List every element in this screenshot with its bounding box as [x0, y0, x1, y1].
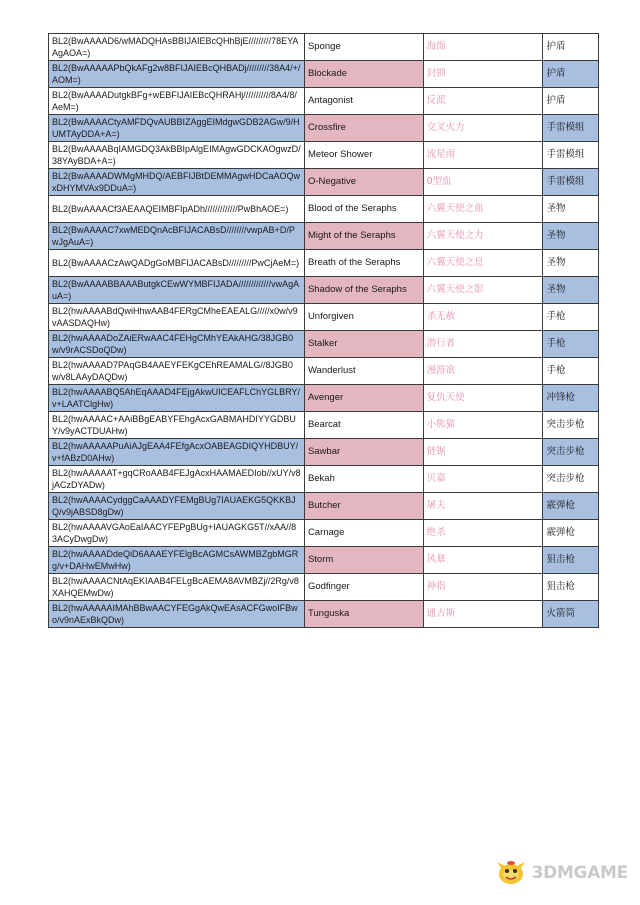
code-cell[interactable]: BL2(BwAAAACzAwQADgGoMBFIJACABsD/////////PwCjAeM=)	[49, 250, 305, 277]
table-row	[49, 250, 599, 277]
english-name-cell: Bekah	[304, 466, 423, 493]
code-cell[interactable]: BL2(hwAAAAD7PAqGB4AAEYFEKgCEhREAMALG//8JGB0w/v8LAAyDAQDw)	[49, 358, 305, 385]
item-type-cell: 霰弹枪	[543, 493, 599, 520]
table-row	[49, 34, 599, 61]
item-type-cell: 突击步枪	[543, 466, 599, 493]
item-type-cell: 圣物	[543, 196, 599, 223]
table-row	[49, 466, 599, 493]
table-row	[49, 142, 599, 169]
item-type-cell: 手雷模组	[543, 142, 599, 169]
code-cell[interactable]: BL2(BwAAAABqIAMGDQ3AkBBIpAlgEIMAgwGDCKAOgwzD/38YAyBDA+A=)	[49, 142, 305, 169]
chinese-name-cell: 贝嘉	[423, 466, 543, 493]
item-type-cell: 突击步枪	[543, 439, 599, 466]
english-name-cell: Carnage	[304, 520, 423, 547]
chinese-name-cell: 六翼天使之血	[423, 196, 543, 223]
item-type-cell: 手雷模组	[543, 169, 599, 196]
english-name-cell: Shadow of the Seraphs	[304, 277, 423, 304]
watermark-text: 3DMGAME	[531, 863, 628, 883]
code-cell[interactable]: BL2(BwAAAACf3AEAAQEIMBFIpADh/////////////PwBhAOE=)	[49, 196, 305, 223]
table-row	[49, 358, 599, 385]
item-type-cell: 手雷模组	[543, 115, 599, 142]
english-name-cell: Butcher	[304, 493, 423, 520]
code-cell[interactable]: BL2(hwAAAAC+AAiBBgEABYFEhgAcxGABMAHDIYYGDBUY/v9yACTDUAHw)	[49, 412, 305, 439]
item-type-cell: 护盾	[543, 88, 599, 115]
code-cell[interactable]: BL2(BwAAAACtyAMFDQvAUBBIZAggEIMdgwGDB2AGw/9/HUMTAyDDA+A=)	[49, 115, 305, 142]
code-cell[interactable]: BL2(BwAAAAD6/wMADQHAsBBIJAIEBcQHhBjE/////////78EYAAgAOA=)	[49, 34, 305, 61]
watermark	[494, 857, 628, 889]
chinese-name-cell: 神指	[423, 574, 543, 601]
chinese-name-cell: 六翼天使之影	[423, 277, 543, 304]
code-cell[interactable]: BL2(hwAAAADdeQiD6AAAEYFElgBcAGMCsAWMBZgbMGRg/v+DAHwEMwHw)	[49, 547, 305, 574]
code-table	[48, 33, 599, 628]
chinese-name-cell: 漫游欲	[423, 358, 543, 385]
item-type-cell: 霰弹枪	[543, 520, 599, 547]
english-name-cell: O-Negative	[304, 169, 423, 196]
chinese-name-cell: 链锯	[423, 439, 543, 466]
item-type-cell: 护盾	[543, 61, 599, 88]
english-name-cell: Bearcat	[304, 412, 423, 439]
table-row	[49, 493, 599, 520]
item-type-cell: 突击步枪	[543, 412, 599, 439]
chinese-name-cell: 交叉火力	[423, 115, 543, 142]
table-row	[49, 88, 599, 115]
table-row	[49, 169, 599, 196]
table-row	[49, 520, 599, 547]
chinese-name-cell: 六翼天使之息	[423, 250, 543, 277]
table-row	[49, 331, 599, 358]
chinese-name-cell: 海绵	[423, 34, 543, 61]
chinese-name-cell: 小熊猫	[423, 412, 543, 439]
english-name-cell: Storm	[304, 547, 423, 574]
english-name-cell: Sawbar	[304, 439, 423, 466]
item-type-cell: 狙击枪	[543, 574, 599, 601]
english-name-cell: Wanderlust	[304, 358, 423, 385]
english-name-cell: Meteor Shower	[304, 142, 423, 169]
table-row	[49, 61, 599, 88]
item-type-cell: 手枪	[543, 358, 599, 385]
chinese-name-cell: 复仇天使	[423, 385, 543, 412]
english-name-cell: Avenger	[304, 385, 423, 412]
english-name-cell: Sponge	[304, 34, 423, 61]
english-name-cell: Tunguska	[304, 601, 423, 628]
table-row	[49, 304, 599, 331]
chinese-name-cell: 反派	[423, 88, 543, 115]
chinese-name-cell: 杀无赦	[423, 304, 543, 331]
chinese-name-cell: 封锁	[423, 61, 543, 88]
item-type-cell: 手枪	[543, 331, 599, 358]
chinese-name-cell: 流星雨	[423, 142, 543, 169]
item-type-cell: 火箭筒	[543, 601, 599, 628]
code-cell[interactable]: BL2(hwAAAAAIMAhBBwAACYFEGgAkQwEAsACFGwoIFBwo/v9nAExBkQDw)	[49, 601, 305, 628]
english-name-cell: Unforgiven	[304, 304, 423, 331]
table-row	[49, 547, 599, 574]
chinese-name-cell: 潜行者	[423, 331, 543, 358]
item-type-cell: 护盾	[543, 34, 599, 61]
code-cell[interactable]: BL2(BwAAAADutgkBFg+wEBFIJAIEBcQHRAHj///////////8A4/8/AeM=)	[49, 88, 305, 115]
code-cell[interactable]: BL2(BwAAAAC7xwMEDQnAcBFIJACABsD////////vwpAB+D/PwJgAuA=)	[49, 223, 305, 250]
item-type-cell: 圣物	[543, 277, 599, 304]
table-row	[49, 601, 599, 628]
table-row	[49, 574, 599, 601]
chinese-name-cell: 风暴	[423, 547, 543, 574]
code-cell[interactable]: BL2(hwAAAABdQwiHhwAAB4FERgCMheEAEALG/////x0w/v9vAASDAQHw)	[49, 304, 305, 331]
table-row	[49, 439, 599, 466]
table-row	[49, 277, 599, 304]
item-type-cell: 圣物	[543, 250, 599, 277]
code-cell[interactable]: BL2(hwAAAABQ5AhEqAAAD4FEjgAkwUICEAFLChYGLBRY/v+LAATClgHw)	[49, 385, 305, 412]
code-cell[interactable]: BL2(hwAAAAAT+gqCRoAAB4FEJgAcxHAAMAEDIob//xUY/v8jACzDYADw)	[49, 466, 305, 493]
chinese-name-cell: 通古斯	[423, 601, 543, 628]
code-cell[interactable]: BL2(hwAAAACydggCaAAADYFEMgBUg7IAUAEKG5QKKBJQ/v9jABSD8gDw)	[49, 493, 305, 520]
english-name-cell: Breath of the Seraphs	[304, 250, 423, 277]
table-row	[49, 412, 599, 439]
chinese-name-cell: 屠夫	[423, 493, 543, 520]
table-row	[49, 115, 599, 142]
chinese-name-cell: 0型血	[423, 169, 543, 196]
item-type-cell: 狙击枪	[543, 547, 599, 574]
code-cell[interactable]: BL2(BwAAAADWMgMHDQ/AEBFIJBtDEMMAgwHDCaAOQwxDHYMVAx9DDuA=)	[49, 169, 305, 196]
item-type-cell: 手枪	[543, 304, 599, 331]
code-cell[interactable]: BL2(hwAAAAVGAoEaIAACYFEPgBUg+IAUAGKG5T//xAA//83ACyDwgDw)	[49, 520, 305, 547]
english-name-cell: Blood of the Seraphs	[304, 196, 423, 223]
table-row	[49, 385, 599, 412]
english-name-cell: Might of the Seraphs	[304, 223, 423, 250]
english-name-cell: Godfinger	[304, 574, 423, 601]
code-cell[interactable]: BL2(hwAAAADoZAiERwAAC4FEHgCMhYEAkAHG/38JGB0w/v9rACSDoQDw)	[49, 331, 305, 358]
cartoon-mascot-icon	[494, 858, 528, 888]
code-cell[interactable]: BL2(BwAAAAAPbQkAFg2w8BFIJAIEBcQHBADj/////////38A4/+/AOM=)	[49, 61, 305, 88]
english-name-cell: Blockade	[304, 61, 423, 88]
chinese-name-cell: 绝杀	[423, 520, 543, 547]
english-name-cell: Stalker	[304, 331, 423, 358]
code-cell[interactable]: BL2(hwAAAACNtAqEKIAAB4FELgBcAEMA8AVMBZj//2Rg/v8XAHQEMwDw)	[49, 574, 305, 601]
english-name-cell: Crossfire	[304, 115, 423, 142]
code-cell[interactable]: BL2(BwAAAABBAAAButgkCEwWYMBFIJADA/////////////vwAgAuA=)	[49, 277, 305, 304]
item-type-cell: 圣物	[543, 223, 599, 250]
chinese-name-cell: 六翼天使之力	[423, 223, 543, 250]
english-name-cell: Antagonist	[304, 88, 423, 115]
table-row	[49, 196, 599, 223]
table-row	[49, 223, 599, 250]
table-body	[49, 34, 599, 628]
code-cell[interactable]: BL2(hwAAAAAPuAiAJgEAA4FEfgAcxOABEAGDIQYHDBUY/v+fABzD0AHw)	[49, 439, 305, 466]
item-type-cell: 冲锋枪	[543, 385, 599, 412]
